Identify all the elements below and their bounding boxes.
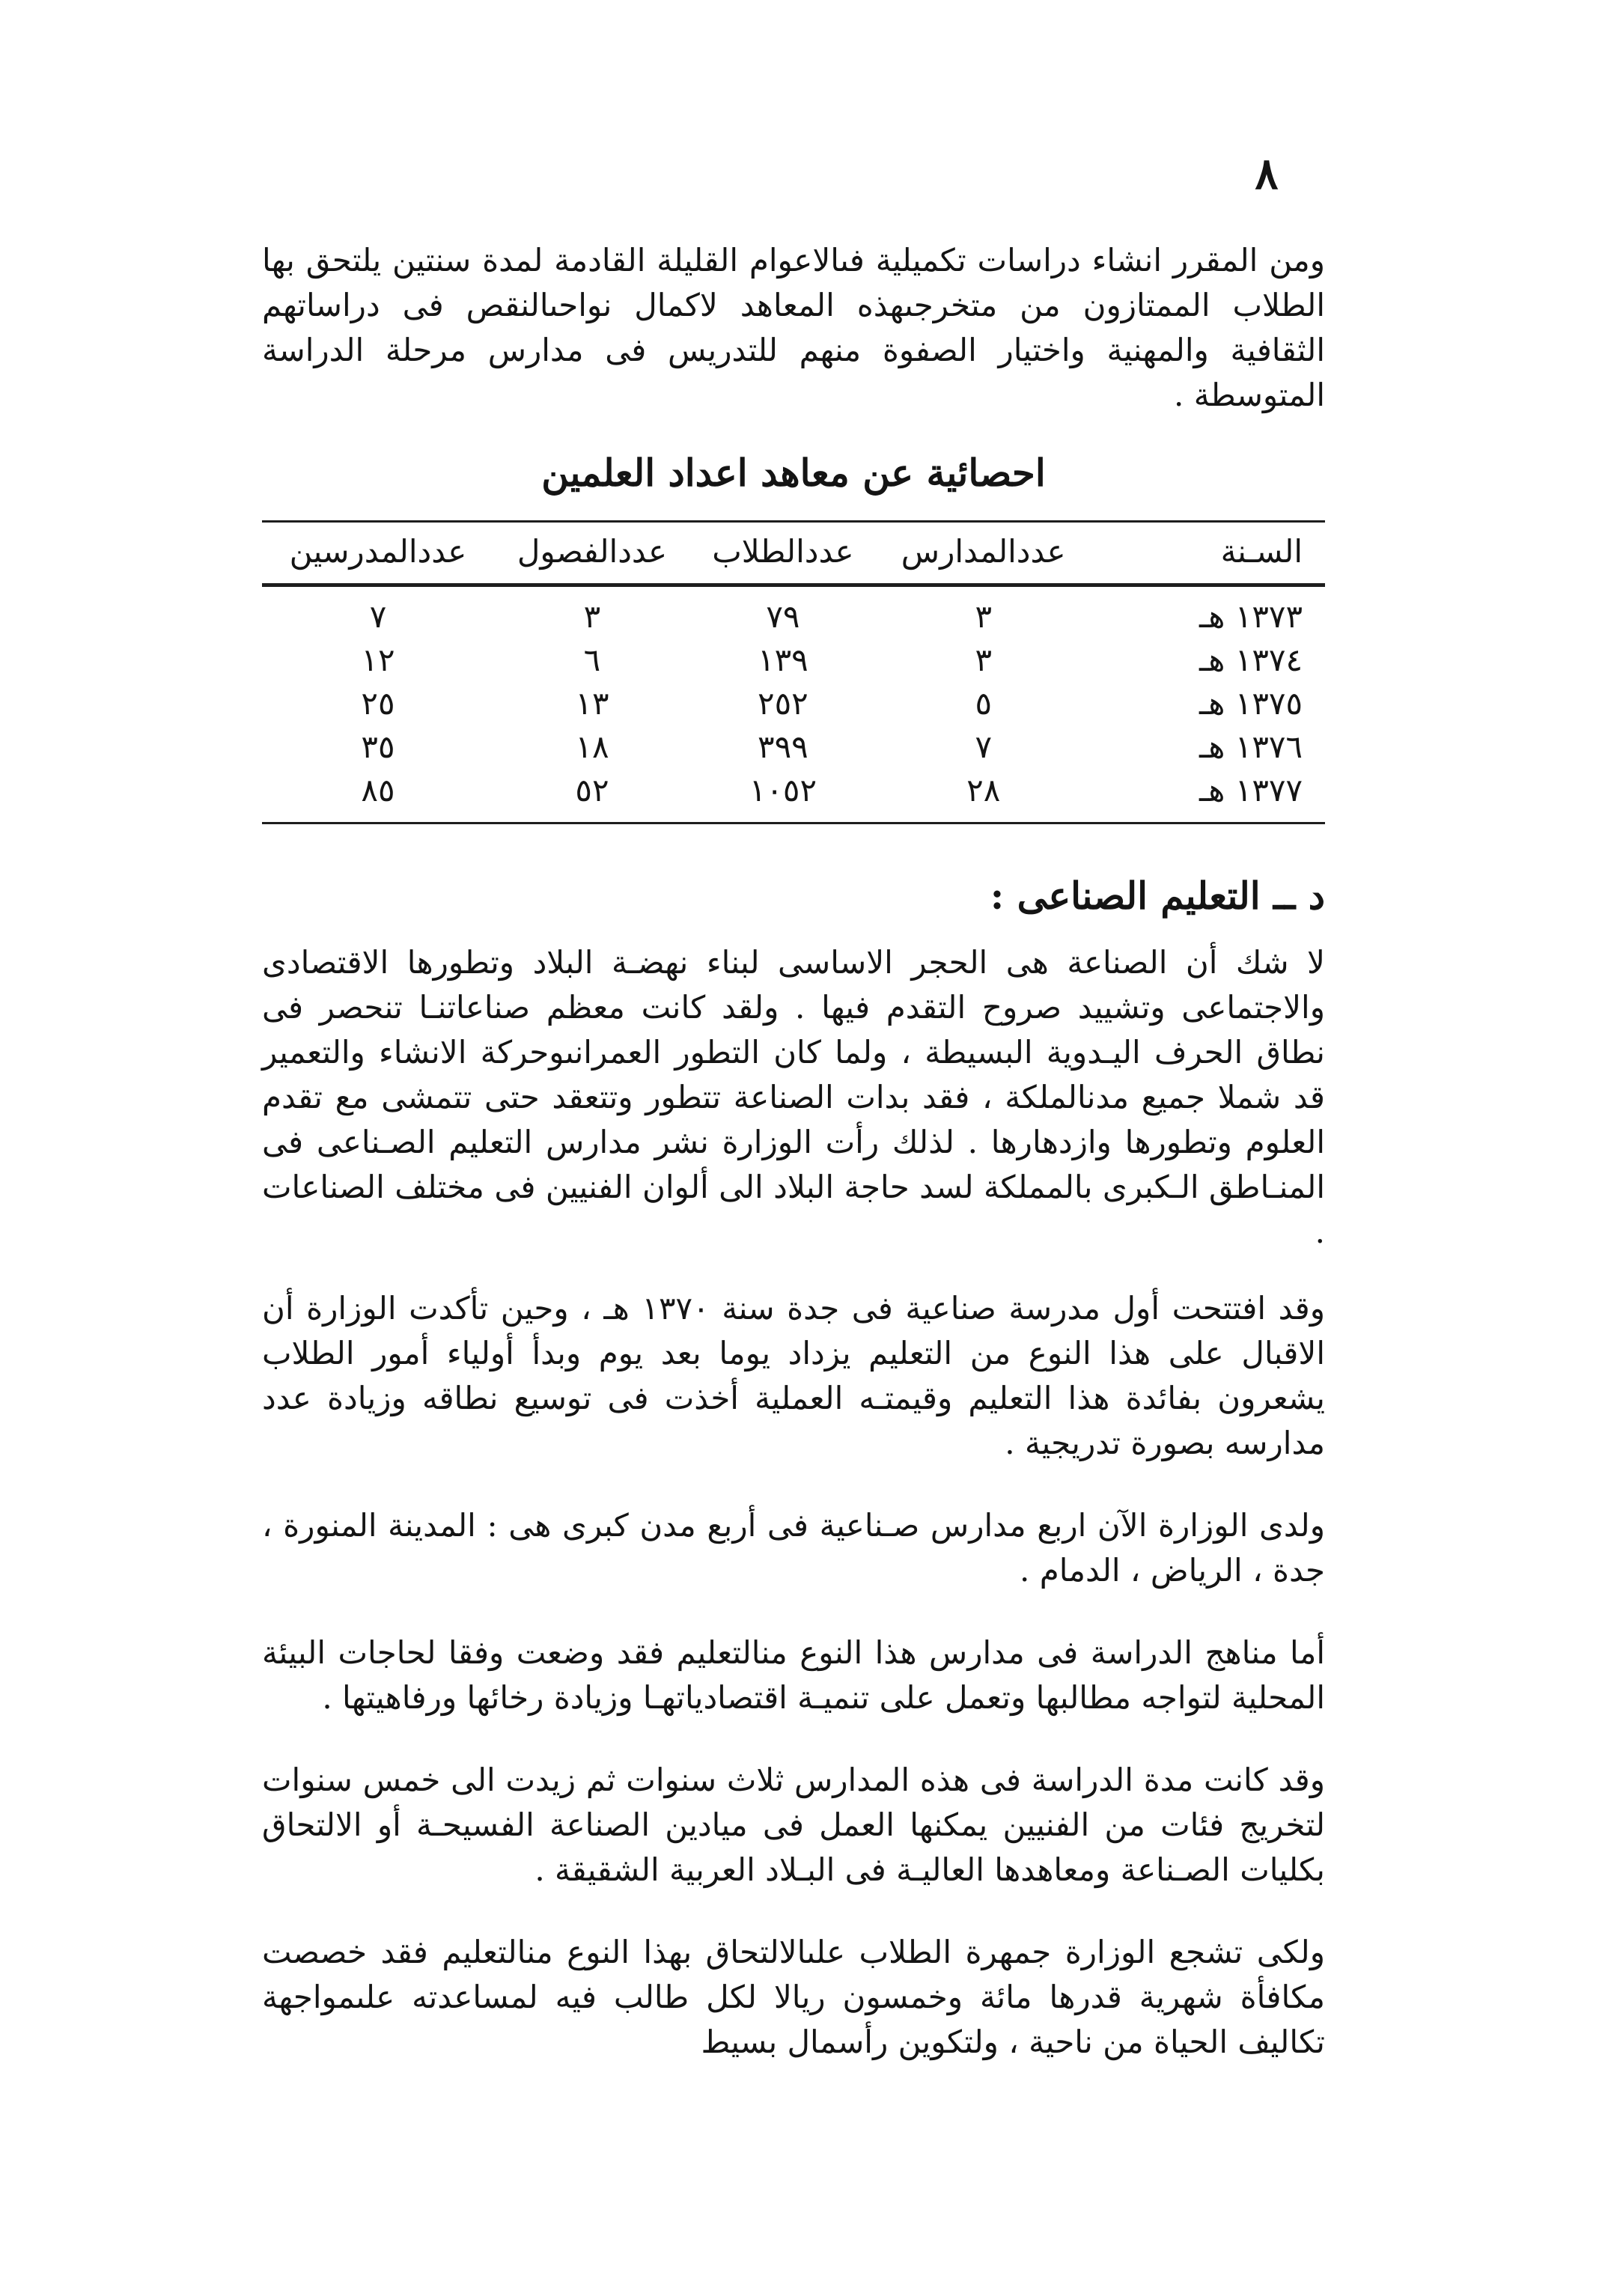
cell-year: ١٣٧٣ هـ	[1199, 597, 1303, 635]
header-classes: عددالفصول	[494, 522, 690, 585]
cell-classes: ٣	[583, 597, 601, 635]
body-paragraph: ولدى الوزارة الآن اربع مدارس صـناعية فى أربع مدن كبرى هى : المدينة المنورة ، جدة ، الرياض ، الدمام .	[262, 1507, 1325, 1589]
header-teachers: عددالمدرسين	[262, 522, 494, 585]
cell-classes: ٦	[583, 641, 601, 678]
cell-year: ١٣٧٧ هـ	[1199, 771, 1303, 809]
header-schools: عددالمدارس	[876, 522, 1091, 585]
body-paragraph: ولكى تشجع الوزارة جمهرة الطلاب علىالالتحاق بهذا النوع منالتعليم فقد خصصت مكافأة شهرية قدرها مائة وخمسون ريالا لكل طالب فيه لمساعدته علىمواجهة تكاليف الحياة من ناحية ، ولتكوين رأسمال بسيط	[262, 1934, 1325, 2060]
table-row	[262, 681, 1325, 725]
table-header-row	[262, 522, 1325, 585]
body-paragraph: وقد كانت مدة الدراسة فى هذه المدارس ثلاث سنوات ثم زيدت الى خمس سنوات لتخريج فئات من الفنيين يمكنها العمل فى ميادين الصناعة الفسيحـة أو الالتحاق بكليات الصـناعة ومعاهدها العاليـة فى البـلاد العربية الشقيقة .	[262, 1761, 1325, 1888]
cell-students: ١٠٥٢	[749, 771, 817, 809]
cell-year: ١٣٧٤ هـ	[1199, 641, 1303, 678]
cell-teachers: ٧	[369, 597, 387, 635]
cell-schools: ٣	[975, 597, 992, 635]
cell-year: ١٣٧٥ هـ	[1199, 684, 1303, 722]
page-number: ٨	[1255, 148, 1279, 199]
intro-paragraph: ومن المقرر انشاء دراسات تكميلية فىالاعوام القليلة القادمة لمدة سنتين يلتحق بها الطلاب الممتازون من متخرجىهذه المعاهد لاكمال نواحىالنقص فى دراساتهم الثقافية والمهنية واختيار الصفوة منهم للتدريس فى مدارس مرحلة الدراسة المتوسطة .	[262, 242, 1325, 413]
cell-students: ٢٥٢	[758, 684, 808, 722]
statistics-table	[262, 520, 1325, 824]
body-paragraph: وقد افتتحت أول مدرسة صناعية فى جدة سنة ١٣٧٠ هـ ، وحين تأكدت الوزارة أن الاقبال على هذا النوع من التعليم يزداد يوما بعد يوم وبدأ أولياء أمور الطلاب يشعرون بفائدة هذا التعليم وقيمتـه العملية أخذت فى توسيع نطاقه وزيادة عدد مدارسه بصورة تدريجية .	[262, 1290, 1326, 1461]
body-paragraph: لا شك أن الصناعة هى الحجر الاساسى لبناء نهضـة البلاد وتطورها الاقتصادى والاجتماعى وتشييد صروح التقدم فيها . ولقد كانت معظم صناعاتنـا تنحصر فى نطاق الحرف اليـدوية البسيطة ، ولما كان التطور العمرانىوحركة الانشاء والتعمير قد شملا جميع مدنالملكة ، فقد بدات الصناعة تتطور وتتعقد حتى تتمشى مع تقدم العلوم وتطورها وازدهارها . لذلك رأت الوزارة نشر مدارس التعليم الصـناعى فى المنـاطق الـكبرى بالمملكة لسد حاجة البلاد الى ألوان الفنيين فى مختلف الصناعات .	[262, 944, 1325, 1250]
cell-schools: ٢٨	[966, 771, 1001, 809]
section-heading: د ــ التعليم الصناعى :	[990, 874, 1325, 918]
header-students: عددالطلاب	[690, 522, 876, 585]
cell-teachers: ١٢	[361, 641, 395, 678]
cell-classes: ١٣	[575, 684, 609, 722]
cell-teachers: ٨٥	[361, 771, 395, 809]
cell-classes: ١٨	[575, 728, 609, 765]
cell-students: ٣٩٩	[758, 728, 808, 765]
cell-schools: ٣	[975, 641, 992, 678]
body-paragraph: أما مناهج الدراسة فى مدارس هذا النوع منالتعليم فقد وضعت وفقا لحاجات البيئة المحلية لتواجه مطالبها وتعمل على تنميـة اقتصادياتهـا وزيادة رخائها ورفاهيتها .	[262, 1634, 1325, 1716]
cell-teachers: ٢٥	[361, 684, 395, 722]
table-title: احصائية عن معاهد اعداد العلمين	[541, 451, 1046, 495]
cell-year: ١٣٧٦ هـ	[1199, 728, 1303, 765]
page-content	[262, 238, 1325, 2102]
table-row	[262, 638, 1325, 681]
cell-students: ٧٩	[766, 597, 800, 635]
table-row	[262, 768, 1325, 823]
table-row	[262, 585, 1325, 639]
header-year: السـنة	[1091, 522, 1325, 585]
cell-teachers: ٣٥	[361, 728, 395, 765]
cell-students: ١٣٩	[758, 641, 808, 678]
cell-schools: ٧	[975, 728, 992, 765]
cell-schools: ٥	[975, 684, 992, 722]
section-body	[262, 940, 1325, 2065]
table-row	[262, 725, 1325, 768]
cell-classes: ٥٢	[575, 771, 609, 809]
